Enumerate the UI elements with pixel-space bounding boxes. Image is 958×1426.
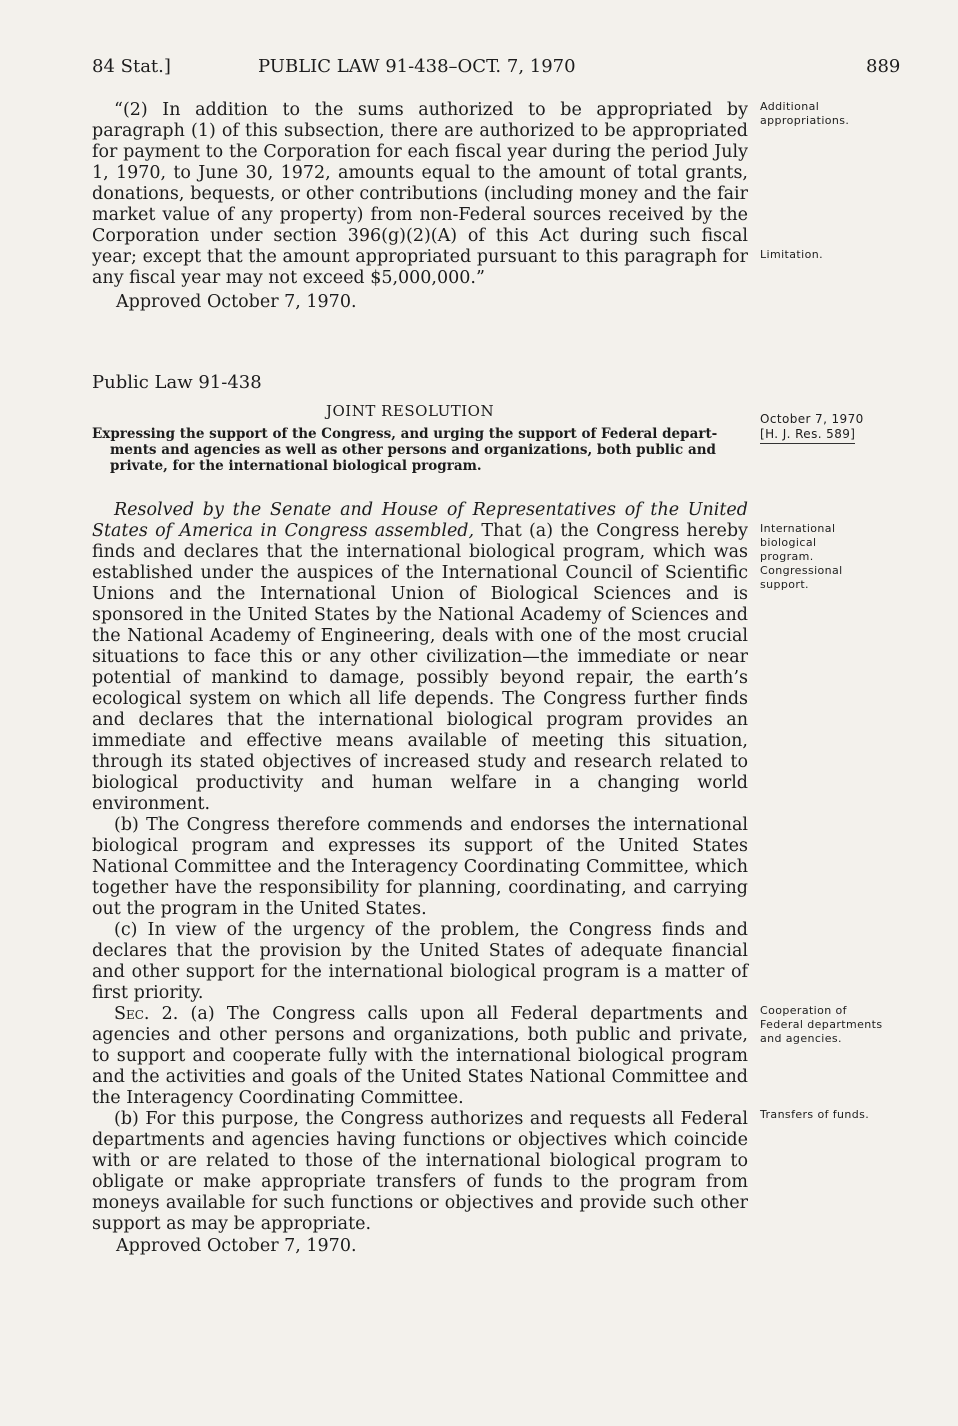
enacting-clause: Resolved by the Senate and House of Representatives of the United States of America in Congress assembled, [92, 500, 748, 541]
margin-note-additional: Additional appropriations. [760, 100, 850, 127]
paragraph-2-text: “(2) In addition to the sums authorized to be appropriated by paragraph (1) of this subsection, there are authorized to be appropriated for payment to the Corporation for each fiscal year during the period July 1, 1970, to June 30, 1972, amounts equal to the amount of total grants, donations, bequests, or other contributions (including money and the fair market value of any property) from non-Federal sources received by the Corporation under section 396(g)(2)(A) of this Act during such fiscal year; except that the amount appropriated pursuant to this paragraph for any fiscal year may not exceed $5,000,000.” [92, 100, 748, 288]
summary-line-1: Expressing the support of the Congress, and urging the support of Federal depart- [92, 426, 718, 442]
section-2a [92, 1004, 748, 1109]
law-number: Public Law 91-438 [92, 372, 262, 393]
resolution-body [92, 500, 748, 1235]
section-2-label: Sec. 2. [114, 1004, 179, 1024]
margin-note-cooperation: Cooperation of Federal departments and agencies. [760, 1004, 883, 1045]
statute-volume: 84 Stat.] [92, 56, 171, 77]
margin-note-congressional: Congressional support. [760, 564, 843, 591]
page-number: 889 [866, 56, 901, 77]
section-1b: (b) The Congress therefore commends and endorses the international biological program and expresses its support of the United States National Committee and the Interagency Coordinating Committee, which together have the responsibility for planning, coordinating, and carrying out the program in the United States. [92, 815, 748, 919]
section-2a-text: (a) The Congress calls upon all Federal departments and agencies and other persons and organizations, both public and private, to support and cooperate fully with the international biological program and the activities and goals of the United States National Committee and the Interagency Coordinating Committee. [92, 1004, 748, 1108]
enactment-date: October 7, 1970 [760, 412, 864, 426]
running-head: PUBLIC LAW 91-438–OCT. 7, 1970 [258, 56, 576, 77]
law-approved: Approved October 7, 1970. [116, 1236, 357, 1256]
prev-law-paragraph [92, 100, 748, 289]
margin-note-transfers: Transfers of funds. [760, 1108, 870, 1121]
section-1c: (c) In view of the urgency of the problem, the Congress finds and declares that the provision by the United States of adequate financial and other support for the international biological program is a matter of first priority. [92, 920, 748, 1003]
joint-resolution-title: JOINT RESOLUTION [326, 402, 495, 420]
bill-reference: [H. J. Res. 589] [760, 427, 855, 444]
section-1a [92, 500, 748, 815]
summary-line-2: ments and agencies as well as other persons and organizations, both public and private, for the international biological program. [110, 442, 716, 474]
margin-note-program: International biological program. [760, 522, 836, 563]
section-1a-text: That (a) the Congress hereby finds and declares that the international biological program, which was established under the auspices of the International Council of Scientific Unions and the International Union of Biological Sciences and is sponsored in the United States by the National Academy of Sciences and the National Academy of Engineering, deals with one of the most crucial situations to face this or any other civilization—the immediate or near potential of mankind to damage, possibly beyond repair, the earth’s ecological system on which all life depends. The Congress further finds and declares that the international biological program provides an immediate and effective means available of meeting this situation, through its stated objectives of increased study and research related to biological productivity and human welfare in a changing world environment. [92, 521, 748, 814]
margin-note-date-ref [760, 412, 900, 444]
resolution-summary [92, 426, 748, 474]
prev-approved: Approved October 7, 1970. [116, 292, 357, 312]
margin-note-limitation: Limitation. [760, 248, 823, 261]
section-2b: (b) For this purpose, the Congress authorizes and requests all Federal departments and agencies having functions or objectives which coincide with or are related to those of the international biological program to obligate or make appropriate transfers of funds to the program from moneys available for such functions or objectives and provide such other support as may be appropriate. [92, 1109, 748, 1234]
